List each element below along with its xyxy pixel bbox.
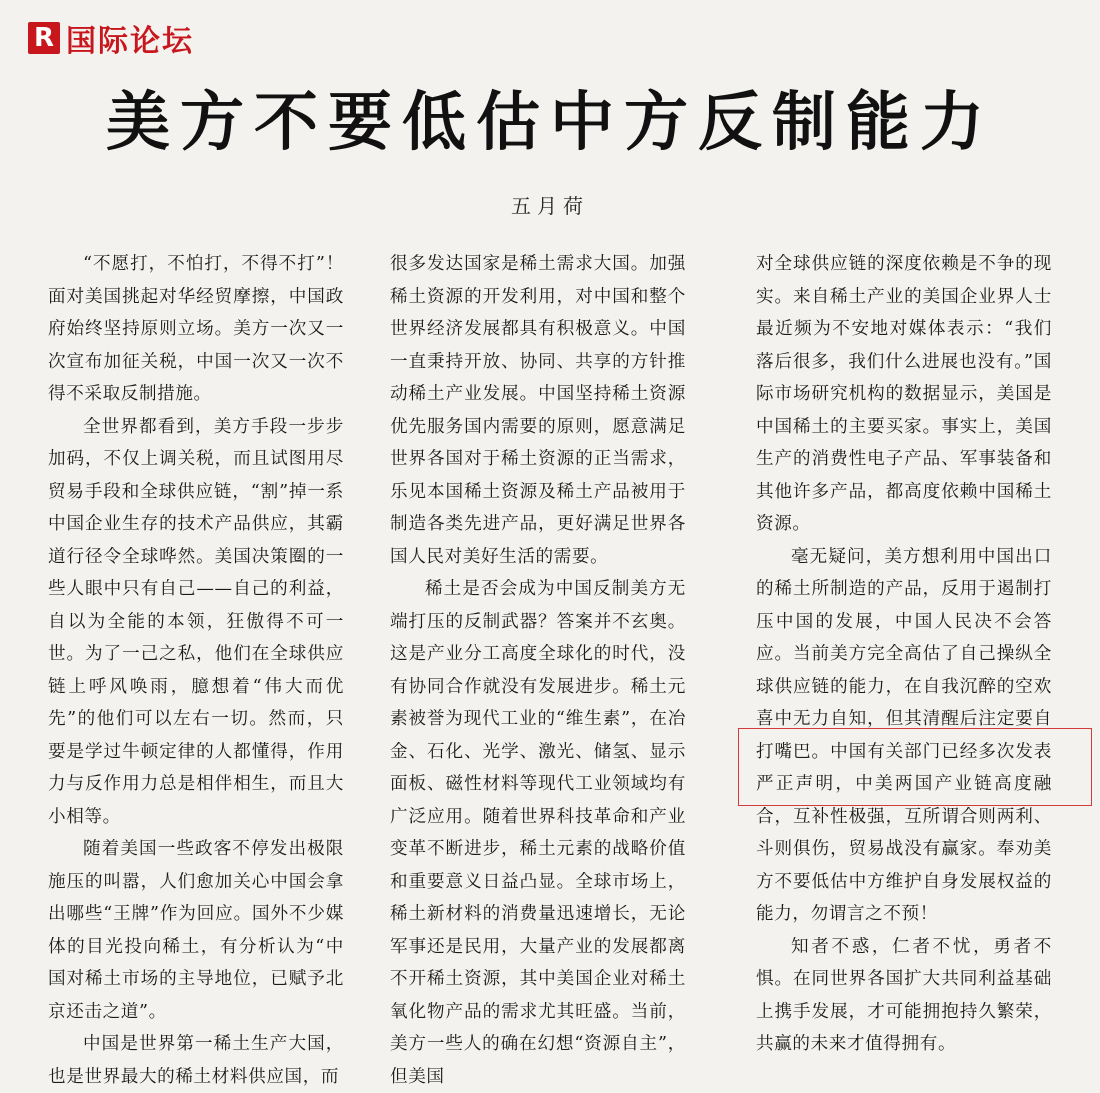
paragraph: 知者不惑，仁者不忧，勇者不惧。在同世界各国扩大共同利益基础上携手发展，才可能拥抱持久繁荣，共赢的未来才值得拥有。 [756,936,1052,1054]
newspaper-logo: R [28,22,60,54]
paragraph: 毫无疑问，美方想利用中国出口的稀土所制造的产品，反用于遏制打压中国的发展，中国人民决不会答应。当前美方完全高估了自己操纵全球供应链的能力，在自我沉醉的空欢喜中无力自知，但其清醒后注定要自打嘴巴。中国有关部门已经多次发表严正声明，中美两国产业链高度融合，互补性极强，互所谓合则两利、斗则俱伤，贸易战没有赢家。奉劝美方不要低估中方维护自身发展权益的能力，勿谓言之不预！ [756,546,1052,924]
paragraph: 稀土是否会成为中国反制美方无端打压的反制武器？答案并不玄奥。这是产业分工高度全球化的时代，没有协同合作就没有发展进步。稀土元素被誉为现代工业的“维生素”，在冶金、石化、光学、激光、储氢、显示面板、磁性材料等现代工业领域均有广泛应用。随着世界科技革命和产业变革不断进步，稀土元素的战略价值和重要意义日益凸显。全球市场上，稀土新材料的消费量迅速增长，无论军事还是民用，大量产业的发展都离不开稀土资源，其中美国企业对稀土氧化物产品的需求尤其旺盛。当前，美方一些人的确在幻想“资源自主”，但美国 [390,579,686,1087]
paragraph: 对全球供应链的深度依赖是不争的现实。来自稀土产业的美国企业界人士最近频为不安地对媒体表示：“我们落后很多，我们什么进展也没有。”国际市场研究机构的数据显示，美国是中国稀土的主要买家。事实上，美国生产的消费性电子产品、军事装备和其他许多产品，都高度依赖中国稀土资源。 [756,254,1052,534]
paragraph: 随着美国一些政客不停发出极限施压的叫嚣，人们愈加关心中国会拿出哪些“王牌”作为回应。国外不少媒体的目光投向稀土，有分析认为“中国对稀土市场的主导地位，已赋予北京还击之道”。 [48,839,344,1022]
highlight-box [738,728,1092,806]
article-byline: 五月荷 [511,194,589,218]
article-column-1 [48,248,344,1093]
article-column-3 [756,248,1052,1061]
paragraph: “不愿打，不怕打，不得不打”！面对美国挑起对华经贸摩擦，中国政府始终坚持原则立场。美方一次又一次宣布加征关税，中国一次又一次不得不采取反制措施。 [48,254,344,404]
section-label [28,18,194,58]
article-column-2 [390,248,686,1093]
paragraph: 很多发达国家是稀土需求大国。加强稀土资源的开发利用，对中国和整个世界经济发展都具有积极意义。中国一直秉持开放、协同、共享的方针推动稀土产业发展。中国坚持稀土资源优先服务国内需要的原则，愿意满足世界各国对于稀土资源的正当需求，乐见本国稀土资源及稀土产品被用于制造各类先进产品，更好满足世界各国人民对美好生活的需要。 [390,254,686,567]
paragraph: 全世界都看到，美方手段一步步加码，不仅上调关税，而且试图用尽贸易手段和全球供应链，“割”掉一系中国企业生存的技术产品供应，其霸道行径令全球哗然。美国决策圈的一些人眼中只有自己——自己的利益，自以为全能的本领，狂傲得不可一世。为了一己之私，他们在全球供应链上呼风唤雨，臆想着“伟大而优先”的他们可以左右一切。然而，只要是学过牛顿定律的人都懂得，作用力与反作用力总是相伴相生，而且大小相等。 [48,416,344,827]
section-title: 国际论坛 [66,24,194,59]
article-headline: 美方不要低估中方反制能力 [106,86,994,160]
paragraph: 中国是世界第一稀土生产大国，也是世界最大的稀土材料供应国，而 [48,1034,344,1087]
